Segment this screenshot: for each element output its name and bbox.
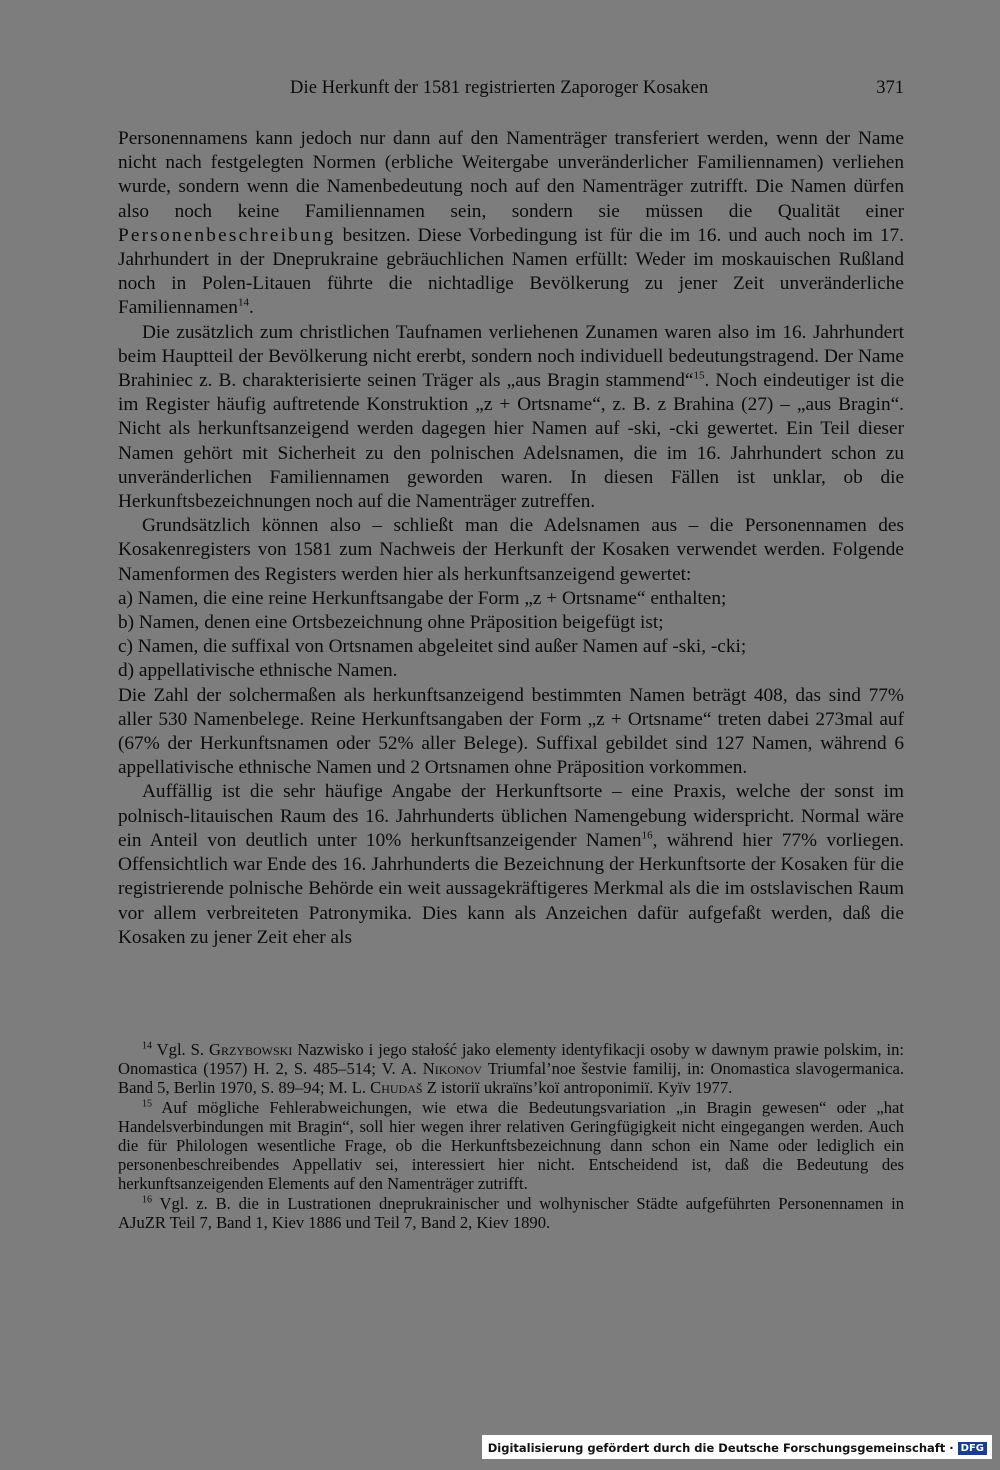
footnote-number: 16 <box>142 1194 152 1206</box>
footnote-text: Triumfal’noe šestvie familij, in: Onomastica slavogermanica. Band 5, Berlin 1970, S. 89–94; M. L. <box>118 1059 904 1098</box>
list-item-d: d) appellativische ethnische Namen. <box>118 660 398 682</box>
footnote-text: Nazwisko i jego stałość jako elementy identyfikacji osoby w dawnym prawie polskim, in: Onomastica (1957) H. 2, S. 485–514; V. A. <box>118 1040 904 1079</box>
paragraph-text: Personennamens kann jedoch nur dann auf den Namenträger transferiert werden, wenn der Name nicht nach festgelegten Normen (erbliche Weitergabe unveränderlicher Familiennamen) verliehen wurde, sondern wenn die Namenbedeutung noch auf den Namenträger zutrifft. Die Namen dürfen also noch keine Familiennamen sein, sondern sie müssen die Qualität einer <box>118 128 904 222</box>
footnote-text: Auf mögliche Fehlerabweichungen, wie etwa die Bedeutungsvariation „in Bragin gewesen“ oder „hat Handelsverbindungen mit Bragin“, soll hier wegen ihrer relativen Geringfügigkeit nicht eingegangen werden. Auch die für Philologen wesentliche Frage, ob die Herkunftsbezeichnung dann schon ein Name oder lediglich ein personenbeschreibendes Appellativ sei, interessiert hier nicht. Entscheidend ist, daß die Bedeutung des herkunftsanzeigenden Elements auf den Namenträger zutrifft. <box>118 1097 904 1194</box>
paragraph-2 <box>118 321 904 515</box>
footnote-text: Z istoriï ukraïns’koï antroponimiï. Kyïv 1977. <box>422 1078 733 1098</box>
footnote-ref-14[interactable]: 14 <box>237 297 249 309</box>
credit-text: Digitalisierung gefördert durch die Deutsche Forschungsgemeinschaft · <box>487 1441 954 1455</box>
emphasized-term: Personenbeschreibung <box>118 224 336 246</box>
paragraph-text: . <box>248 297 254 319</box>
footnote-ref-16[interactable]: 16 <box>641 829 653 842</box>
footnote-text: Vgl. z. B. die in Lustrationen dneprukrainischer und wolhynischer Städte aufgeführten Personennamen in AJuZR Teil 7, Band 1, Kiev 1886 und Teil 7, Band 2, Kiev 1890. <box>118 1193 904 1232</box>
digitization-credit <box>482 1435 992 1459</box>
author-name: Chudaš <box>370 1078 423 1098</box>
footnote-16 <box>118 1194 904 1232</box>
footnote-14 <box>118 1040 904 1098</box>
paragraph-text: besitzen. Diese Vorbedingung ist für die im 16. und auch noch im 17. Jahrhundert in der Dneprukraine gebräuchlichen Namen erfüllt: Weder im moskauischen Rußland noch in Polen-Litauen führte die nichtadlige Bevölkerung zu jener Zeit unveränderliche Familiennamen <box>118 224 904 319</box>
paragraph-text: Auffällig ist die sehr häufige Angabe der Herkunftsorte – eine Praxis, welche der sonst im polnisch-litauischen Raum des 16. Jahrhunderts üblichen Namengebung widerspricht. Normal wäre ein Anteil von deutlich unter 10% herkunftsanzeigender Namen <box>118 781 904 851</box>
paragraph-text: Die zusätzlich zum christlichen Taufnamen verliehenen Zunamen waren also im 16. Jahrhundert beim Hauptteil der Bevölkerung nicht ererbt, sondern noch individuell bedeutungstragend. Der Name Brahiniec z. B. charakterisierte seinen Träger als „aus Bragin stammend“ <box>118 321 904 392</box>
author-name: Nikonov <box>422 1059 483 1079</box>
footnote-ref-15[interactable]: 15 <box>693 369 705 382</box>
list-item-c: c) Namen, die suffixal von Ortsnamen abgeleitet sind außer Namen auf -ski, -cki; <box>118 636 747 658</box>
paragraph-5 <box>118 780 904 949</box>
paragraph-text: . Noch eindeutiger ist die im Register häufig auftretende Konstruktion „z + Ortsname“, z. B. z Brahina (27) – „aus Bragin“. Nicht als herkunftsanzeigend werden dagegen hier Namen auf -ski, -cki gewertet. Ein Teil dieser Namen gehört mit Sicherheit zu den polnischen Adelsnamen, die im 16. Jahrhundert schon zu unveränderlichen Familiennamen geworden waren. In diesen Fällen ist unklar, ob die Herkunftsbezeichnungen noch auf die Namenträger zutreffen. <box>118 370 904 513</box>
running-header <box>118 78 904 110</box>
author-name: Grzybowski <box>209 1040 293 1059</box>
dfg-logo: DFG <box>958 1442 987 1455</box>
footnote-number: 14 <box>142 1040 152 1052</box>
paragraph-1 <box>118 127 904 321</box>
footnote-number: 15 <box>142 1098 152 1110</box>
footnote-15 <box>118 1098 904 1194</box>
running-title: Die Herkunft der 1581 registrierten Zaporoger Kosaken <box>290 78 709 98</box>
list-item-a: a) Namen, die eine reine Herkunftsangabe der Form „z + Ortsname“ enthalten; <box>118 587 727 609</box>
footnote-text: Vgl. S. <box>152 1040 210 1059</box>
footnotes <box>118 1040 904 1232</box>
paragraph-text: , während hier 77% vorliegen. Offensichtlich war Ende des 16. Jahrhunderts die Bezeichnung der Herkunftsorte der Kosaken für die registrierende polnische Behörde ein weit aussagekräftigeres Merkmal als die im ostslavischen Raum vor allem verbreiteten Patronymika. Dies kann als Anzeichen dafür aufgefaßt werden, daß die Kosaken zu jener Zeit eher als <box>118 829 904 948</box>
main-text <box>118 127 904 950</box>
paragraph-4: Die Zahl der solchermaßen als herkunftsanzeigend bestimmten Namen beträgt 408, das sind 77% aller 530 Namenbelege. Reine Herkunftsangaben der Form „z + Ortsname“ treten dabei 273mal auf (67% der Herkunftsnamen oder 52% aller Belege). Suffixal gebildet sind 127 Namen, während 6 appellativische ethnische Namen und 2 Ortsnamen ohne Präposition vorkommen. <box>118 684 904 779</box>
paragraph-3: Grundsätzlich können also – schließt man die Adelsnamen aus – die Personennamen des Kosakenregisters von 1581 zum Nachweis der Herkunft der Kosaken verwendet werden. Folgende Namenformen des Registers werden hier als herkunftsanzeigend gewertet: <box>118 515 904 585</box>
page-number: 371 <box>876 78 904 98</box>
list-item-b: b) Namen, denen eine Ortsbezeichnung ohne Präposition beigefügt ist; <box>118 612 664 634</box>
